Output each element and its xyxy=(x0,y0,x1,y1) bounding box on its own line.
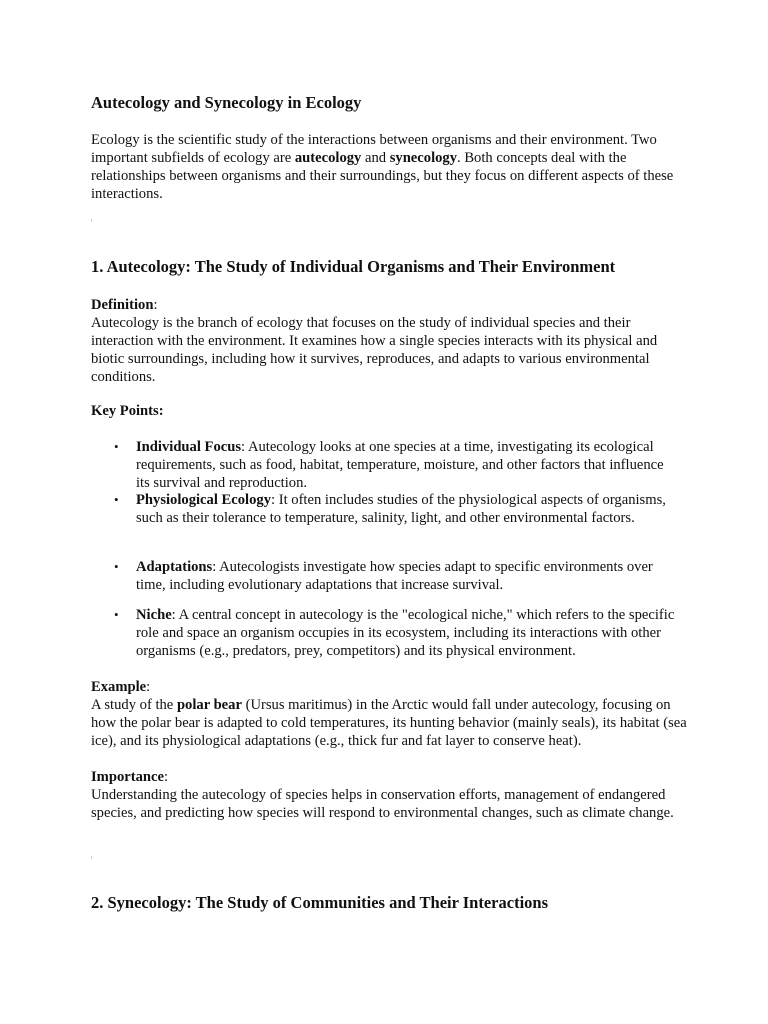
bullet-text: : Autecology looks at one species at a time, investigating its ecological requirements, such as food, habitat, temperature, moisture, and other factors that influence its survival and reproduction. xyxy=(136,439,664,491)
document-title: Autecology and Synecology in Ecology xyxy=(91,93,362,112)
bullet-term: Adaptations xyxy=(136,559,213,575)
example-label: Example xyxy=(91,679,147,695)
definition-label: Definition xyxy=(91,297,154,313)
example-block xyxy=(91,678,689,750)
term-synecology: synecology xyxy=(389,150,458,166)
term-autecology: autecology xyxy=(294,150,362,166)
list-item-text xyxy=(136,438,681,492)
definition-text: Autecology is the branch of ecology that focuses on the study of individual species and their interaction with the environment. It examines how a single species interacts with its physical and biotic surroundings, including how it survives, reproduces, and adapts to various environmental conditions. xyxy=(91,315,658,385)
bullet-term: Niche xyxy=(136,607,172,623)
intro-paragraph xyxy=(91,131,689,203)
bullet-icon: • xyxy=(114,439,119,454)
bullet-icon: • xyxy=(114,492,119,507)
definition-block xyxy=(91,296,689,386)
bullet-icon: • xyxy=(114,559,119,574)
intro-text: . Both concepts deal with the relationships between organisms and their surroundings, but they focus on different aspects of these interactions. xyxy=(91,150,674,202)
colon: : xyxy=(163,769,169,785)
intro-text: and xyxy=(361,150,390,166)
list-item-text xyxy=(136,558,681,594)
importance-text: Understanding the autecology of species helps in conservation efforts, management of endangered species, and predicting how species will respond to environmental changes, such as climate change. xyxy=(91,787,674,821)
example-text: A study of the xyxy=(91,697,177,713)
bullet-term: Individual Focus xyxy=(136,439,242,455)
key-points-label xyxy=(91,402,689,420)
importance-label: Importance xyxy=(91,769,164,785)
bullet-term: Physiological Ecology xyxy=(136,492,271,508)
bullet-text: : Autecologists investigate how species adapt to specific environments over time, including evolutionary adaptations that increase survival. xyxy=(136,559,653,593)
section-marker xyxy=(91,856,92,859)
bullet-text: : A central concept in autecology is the "ecological niche," which refers to the specific role and space an organism occupies in its ecosystem, including its interactions with other organisms (e.g., predators, prey, competitors) and its physical environment. xyxy=(136,607,675,659)
section1-heading: 1. Autecology: The Study of Individual Organisms and Their Environment xyxy=(91,257,616,276)
key-points-text: Key Points: xyxy=(91,403,164,419)
importance-block xyxy=(91,768,689,822)
example-text: (Ursus maritimus) in the Arctic would fall under autecology, focusing on how the polar bear is adapted to cold temperatures, its hunting behavior (mainly seals), its habitat (sea ice), and its physiological adaptations (e.g., thick fur and fat layer to conserve heat). xyxy=(91,697,687,749)
intro-text: Ecology is the scientific study of the interactions between organisms and their environment. Two important subfields of ecology are xyxy=(91,132,657,166)
colon: : xyxy=(153,297,158,313)
section-marker xyxy=(91,219,92,222)
list-item-text xyxy=(136,606,681,660)
list-item-text xyxy=(136,491,681,527)
example-term: polar bear xyxy=(176,697,242,713)
bullet-text: : It often includes studies of the physiological aspects of organisms, such as their tolerance to temperature, salinity, light, and other environmental factors. xyxy=(136,492,666,526)
section2-heading: 2. Synecology: The Study of Communities and Their Interactions xyxy=(91,893,549,912)
colon: : xyxy=(146,679,151,695)
bullet-icon: • xyxy=(114,607,119,622)
